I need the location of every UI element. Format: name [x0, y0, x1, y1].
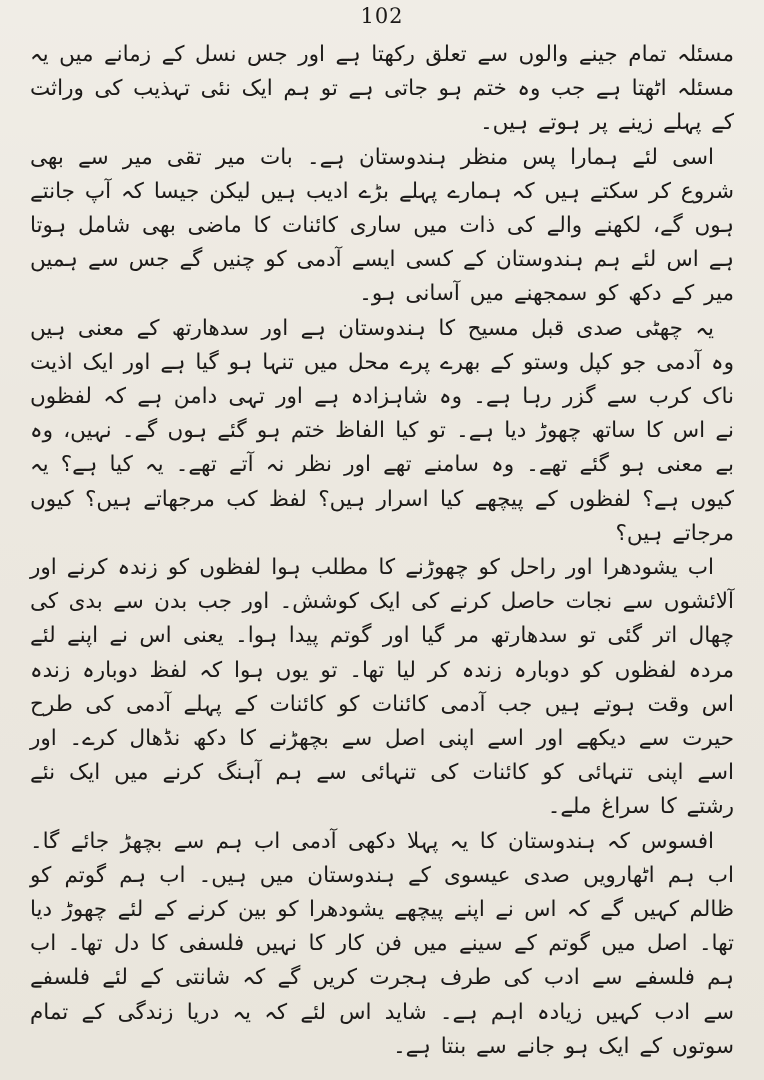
paragraph-1: مسئلہ تمام جینے والوں سے تعلق رکھتا ہے اور جس نسل کے زمانے میں یہ مسئلہ اٹھتا ہے جب وہ ختم ہو جاتی ہے تو ہم ایک نئی تہذیب کی وراثت کے پہلے زینے پر ہوتے ہیں۔ [30, 42, 734, 136]
page-body-text [30, 38, 734, 1064]
paragraph-3: یہ چھٹی صدی قبل مسیح کا ہندوستان ہے اور سدھارتھ کے معنی ہیں وہ آدمی جو کپل وستو کے بھرے پرے محل میں تنہا ہو گیا ہے اور ایک اذیت ناک کرب سے گزر رہا ہے۔ وہ شاہزادہ ہے اور تہی دامن ہے کہ لفظوں نے اس کا ساتھ چھوڑ دیا ہے۔ تو کیا الفاظ ختم ہو گئے ہوں گے۔ نہیں، وہ بے معنی ہو گئے تھے۔ وہ سامنے تھے اور نظر نہ آتے تھے۔ یہ کیا ہے؟ یہ کیوں ہے؟ لفظوں کے پیچھے کیا اسرار ہیں؟ لفظ کب مرجھاتے ہیں؟ کیوں مرجاتے ہیں؟ [30, 315, 734, 546]
paragraph-4: اب یشودھرا اور راحل کو چھوڑنے کا مطلب ہوا لفظوں کو زندہ کرنے اور آلائشوں سے نجات حاصل کرنے کی ایک کوشش۔ اور جب بدن سے بدی کی چھال اتر گئی تو سدھارتھ مر گیا اور گوتم پیدا ہوا۔ یعنی اس نے اپنے لئے مردہ لفظوں کو دوبارہ زندہ کر لیا تھا۔ تو یوں ہوا کہ لفظ دوبارہ زندہ اس وقت ہوتے ہیں جب آدمی کائنات کو کائنات کے پہلے آدمی کی طرح حیرت سے دیکھے اور اسے اپنی اصل سے بچھڑنے کا دکھ نڈھال کرے۔ اور اسے اپنی تنہائی کو کائنات کی تنہائی سے ہم آہنگ کرنے میں ایک نئے رشتے کا سراغ ملے۔ [30, 555, 734, 820]
paragraph-2: اسی لئے ہمارا پس منظر ہندوستان ہے۔ بات میر تقی میر سے بھی شروع کر سکتے ہیں کہ ہمارے پہلے بڑے ادیب ہیں لیکن جیسا کہ آپ جانتے ہوں گے، لکھنے والے کی ذات میں ساری کائنات کا ماضی بھی شامل ہوتا ہے اس لئے ہم ہندوستان کے کسی ایسے آدمی کو چنیں گے جس سے ہمیں میر کے دکھ کو سمجھنے میں آسانی ہو۔ [30, 144, 734, 307]
paragraph-5: افسوس کہ ہندوستان کا یہ پہلا دکھی آدمی اب ہم سے بچھڑ جائے گا۔ اب ہم اٹھارویں صدی عیسوی کے ہندوستان میں ہیں۔ اب ہم گوتم کو ظالم کہیں گے کہ اس نے اپنے پیچھے یشودھرا کو بین کرنے کے لئے چھوڑ دیا تھا۔ اصل میں گوتم کے سینے میں فن کار کا نہیں فلسفی کا دل تھا۔ اب ہم فلسفے سے ادب کی طرف ہجرت کریں گے کہ شانتی کے لئے فلسفے سے ادب کہیں زیادہ اہم ہے۔ شاید اس لئے کہ یہ دریا زندگی کے تمام سوتوں کے ایک ہو جانے سے بنتا ہے۔ [30, 828, 734, 1059]
page-number: 102 [360, 4, 404, 28]
